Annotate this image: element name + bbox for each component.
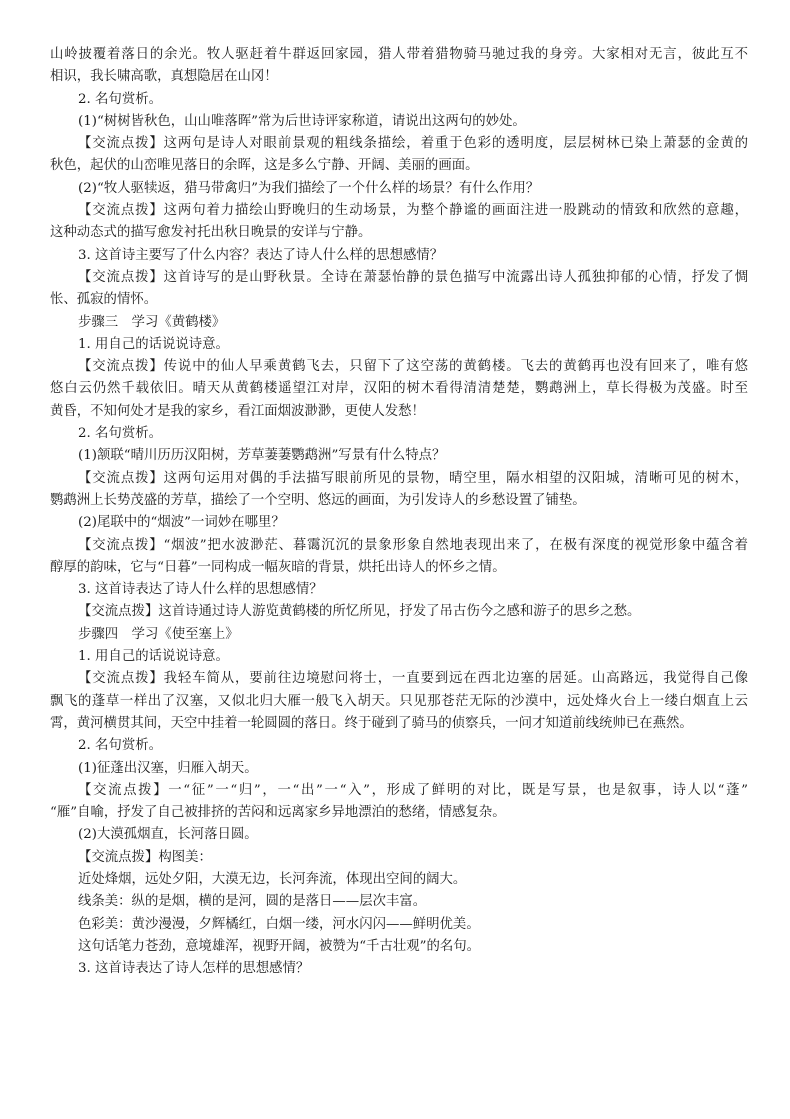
text-line: 这句话笔力苍劲，意境雄浑，视野开阔，被赞为“千古壮观”的名句。 [78, 938, 481, 954]
text-line: 霄，黄河横贯其间，天空中挂着一轮圆圆的落日。终于碰到了骑马的侦察兵，一问才知道前线统帅已在燕然。 [50, 715, 693, 731]
text-line: 【交流点拨】这首诗通过诗人游览黄鹤楼的所忆所见，抒发了吊古伤今之感和游子的思乡之愁。 [78, 604, 641, 620]
text-line: 【交流点拨】传说中的仙人早乘黄鹤飞去，只留下了这空荡的黄鹤楼。飞去的黄鹤再也没有回来了，唯有悠 [78, 359, 748, 375]
text-line: 1. 用自己的话说说诗意。 [78, 336, 229, 352]
text-line: 2. 名句赏析。 [78, 426, 162, 442]
text-line: 【交流点拨】这两句运用对偶的手法描写眼前所见的景物，晴空里，隔水相望的汉阳城，清晰可见的树木， [78, 470, 748, 486]
text-line: 3. 这首诗主要写了什么内容？表达了诗人什么样的思想感情？ [78, 247, 444, 263]
text-line: 3. 这首诗表达了诗人怎样的思想感情？ [78, 961, 310, 977]
text-line: 【交流点拨】这两句是诗人对眼前景观的粗线条描绘，着重于色彩的透明度，层层树林已染上萧瑟的金黄的 [78, 136, 748, 152]
text-line: 步骤四 学习《使至塞上》 [78, 626, 239, 642]
text-line: 1. 用自己的话说说诗意。 [78, 649, 229, 665]
text-line: 【交流点拨】构图美： [78, 849, 212, 865]
text-line: 秋色，起伏的山峦唯见落日的余晖，这是多么宁静、开阔、美丽的画面。 [50, 158, 479, 174]
text-line: 色彩美：黄沙漫漫，夕辉橘红，白烟一缕，河水闪闪——鲜明优美。 [78, 916, 480, 932]
text-line: 怅、孤寂的情怀。 [50, 292, 158, 308]
text-line: 悠白云仍然千载依旧。晴天从黄鹤楼遥望江对岸，汉阳的树木看得清清楚楚，鹦鹉洲上，草长得极为茂盛。时至 [50, 381, 748, 397]
text-line: 相识，我长啸高歌，真想隐居在山冈！ [50, 69, 278, 85]
text-line: 步骤三 学习《黄鹤楼》 [78, 314, 226, 330]
text-line: 这种动态式的描写愈发衬托出秋日晚景的安详与宁静。 [50, 225, 372, 241]
text-line: 2. 名句赏析。 [78, 91, 162, 107]
text-line: 【交流点拨】“烟波”把水波渺茫、暮霭沉沉的景象形象自然地表现出来了，在极有深度的视觉形象中蕴含着 [78, 537, 748, 553]
text-line: 3. 这首诗表达了诗人什么样的思想感情？ [78, 582, 323, 598]
text-line: 【交流点拨】我轻车简从，要前往边境慰问将士，一直要到远在西北边塞的居延。山高路远，我觉得自己像 [78, 671, 748, 687]
text-line: (2)“牧人驱犊返，猎马带禽归”为我们描绘了一个什么样的场景？有什么作用？ [78, 180, 540, 196]
text-line: (2)大漠孤烟直，长河落日圆。 [78, 827, 258, 843]
text-line: (1)征蓬出汉塞，归雁入胡天。 [78, 760, 258, 776]
text-line: (2)尾联中的“烟波”一词妙在哪里？ [78, 515, 285, 531]
text-line: 近处烽烟，远处夕阳，大漠无边，长河奔流，体现出空间的阔大。 [78, 871, 467, 887]
text-line: 【交流点拨】一“征”一“归”，一“出”一“入”，形成了鲜明的对比，既是写景，也是叙事，诗人以“蓬” [78, 782, 748, 798]
text-line: 【交流点拨】这两句着力描绘山野晚归的生动场景，为整个静谧的画面注进一股跳动的情致和欣然的意趣， [78, 203, 748, 219]
text-line: 黄昏，不知何处才是我的家乡，看江面烟波渺渺，更使人发愁！ [50, 403, 425, 419]
text-line: 鹦鹉洲上长势茂盛的芳草，描绘了一个空明、悠远的画面，为引发诗人的乡愁设置了铺垫。 [50, 492, 586, 508]
text-line: 醇厚的韵味，它与“日暮”一同构成一幅灰暗的背景，烘托出诗人的怀乡之情。 [50, 559, 506, 575]
text-line: (1)颔联“晴川历历汉阳树，芳草萋萋鹦鹉洲”写景有什么特点？ [78, 448, 446, 464]
text-line: 山岭披覆着落日的余光。牧人驱赶着牛群返回家园，猎人带着猎物骑马驰过我的身旁。大家相对无言，彼此互不 [50, 47, 748, 62]
text-line: 线条美：纵的是烟，横的是河，圆的是落日——层次丰富。 [78, 894, 427, 910]
text-line: “雁”自喻，抒发了自己被排挤的苦闷和远离家乡异地漂泊的愁绪，情感复杂。 [50, 805, 506, 821]
text-line: 【交流点拨】这首诗写的是山野秋景。全诗在萧瑟怡静的景色描写中流露出诗人孤独抑郁的心情，抒发了惆 [78, 269, 748, 285]
text-line: (1)“树树皆秋色，山山唯落晖”常为后世诗评家称道，请说出这两句的妙处。 [78, 113, 526, 129]
text-line: 2. 名句赏析。 [78, 738, 162, 754]
text-line: 飘飞的蓬草一样出了汉塞，又似北归大雁一般飞入胡天。只见那苍茫无际的沙漠中，远处烽火台上一缕白烟直上云 [50, 693, 748, 709]
